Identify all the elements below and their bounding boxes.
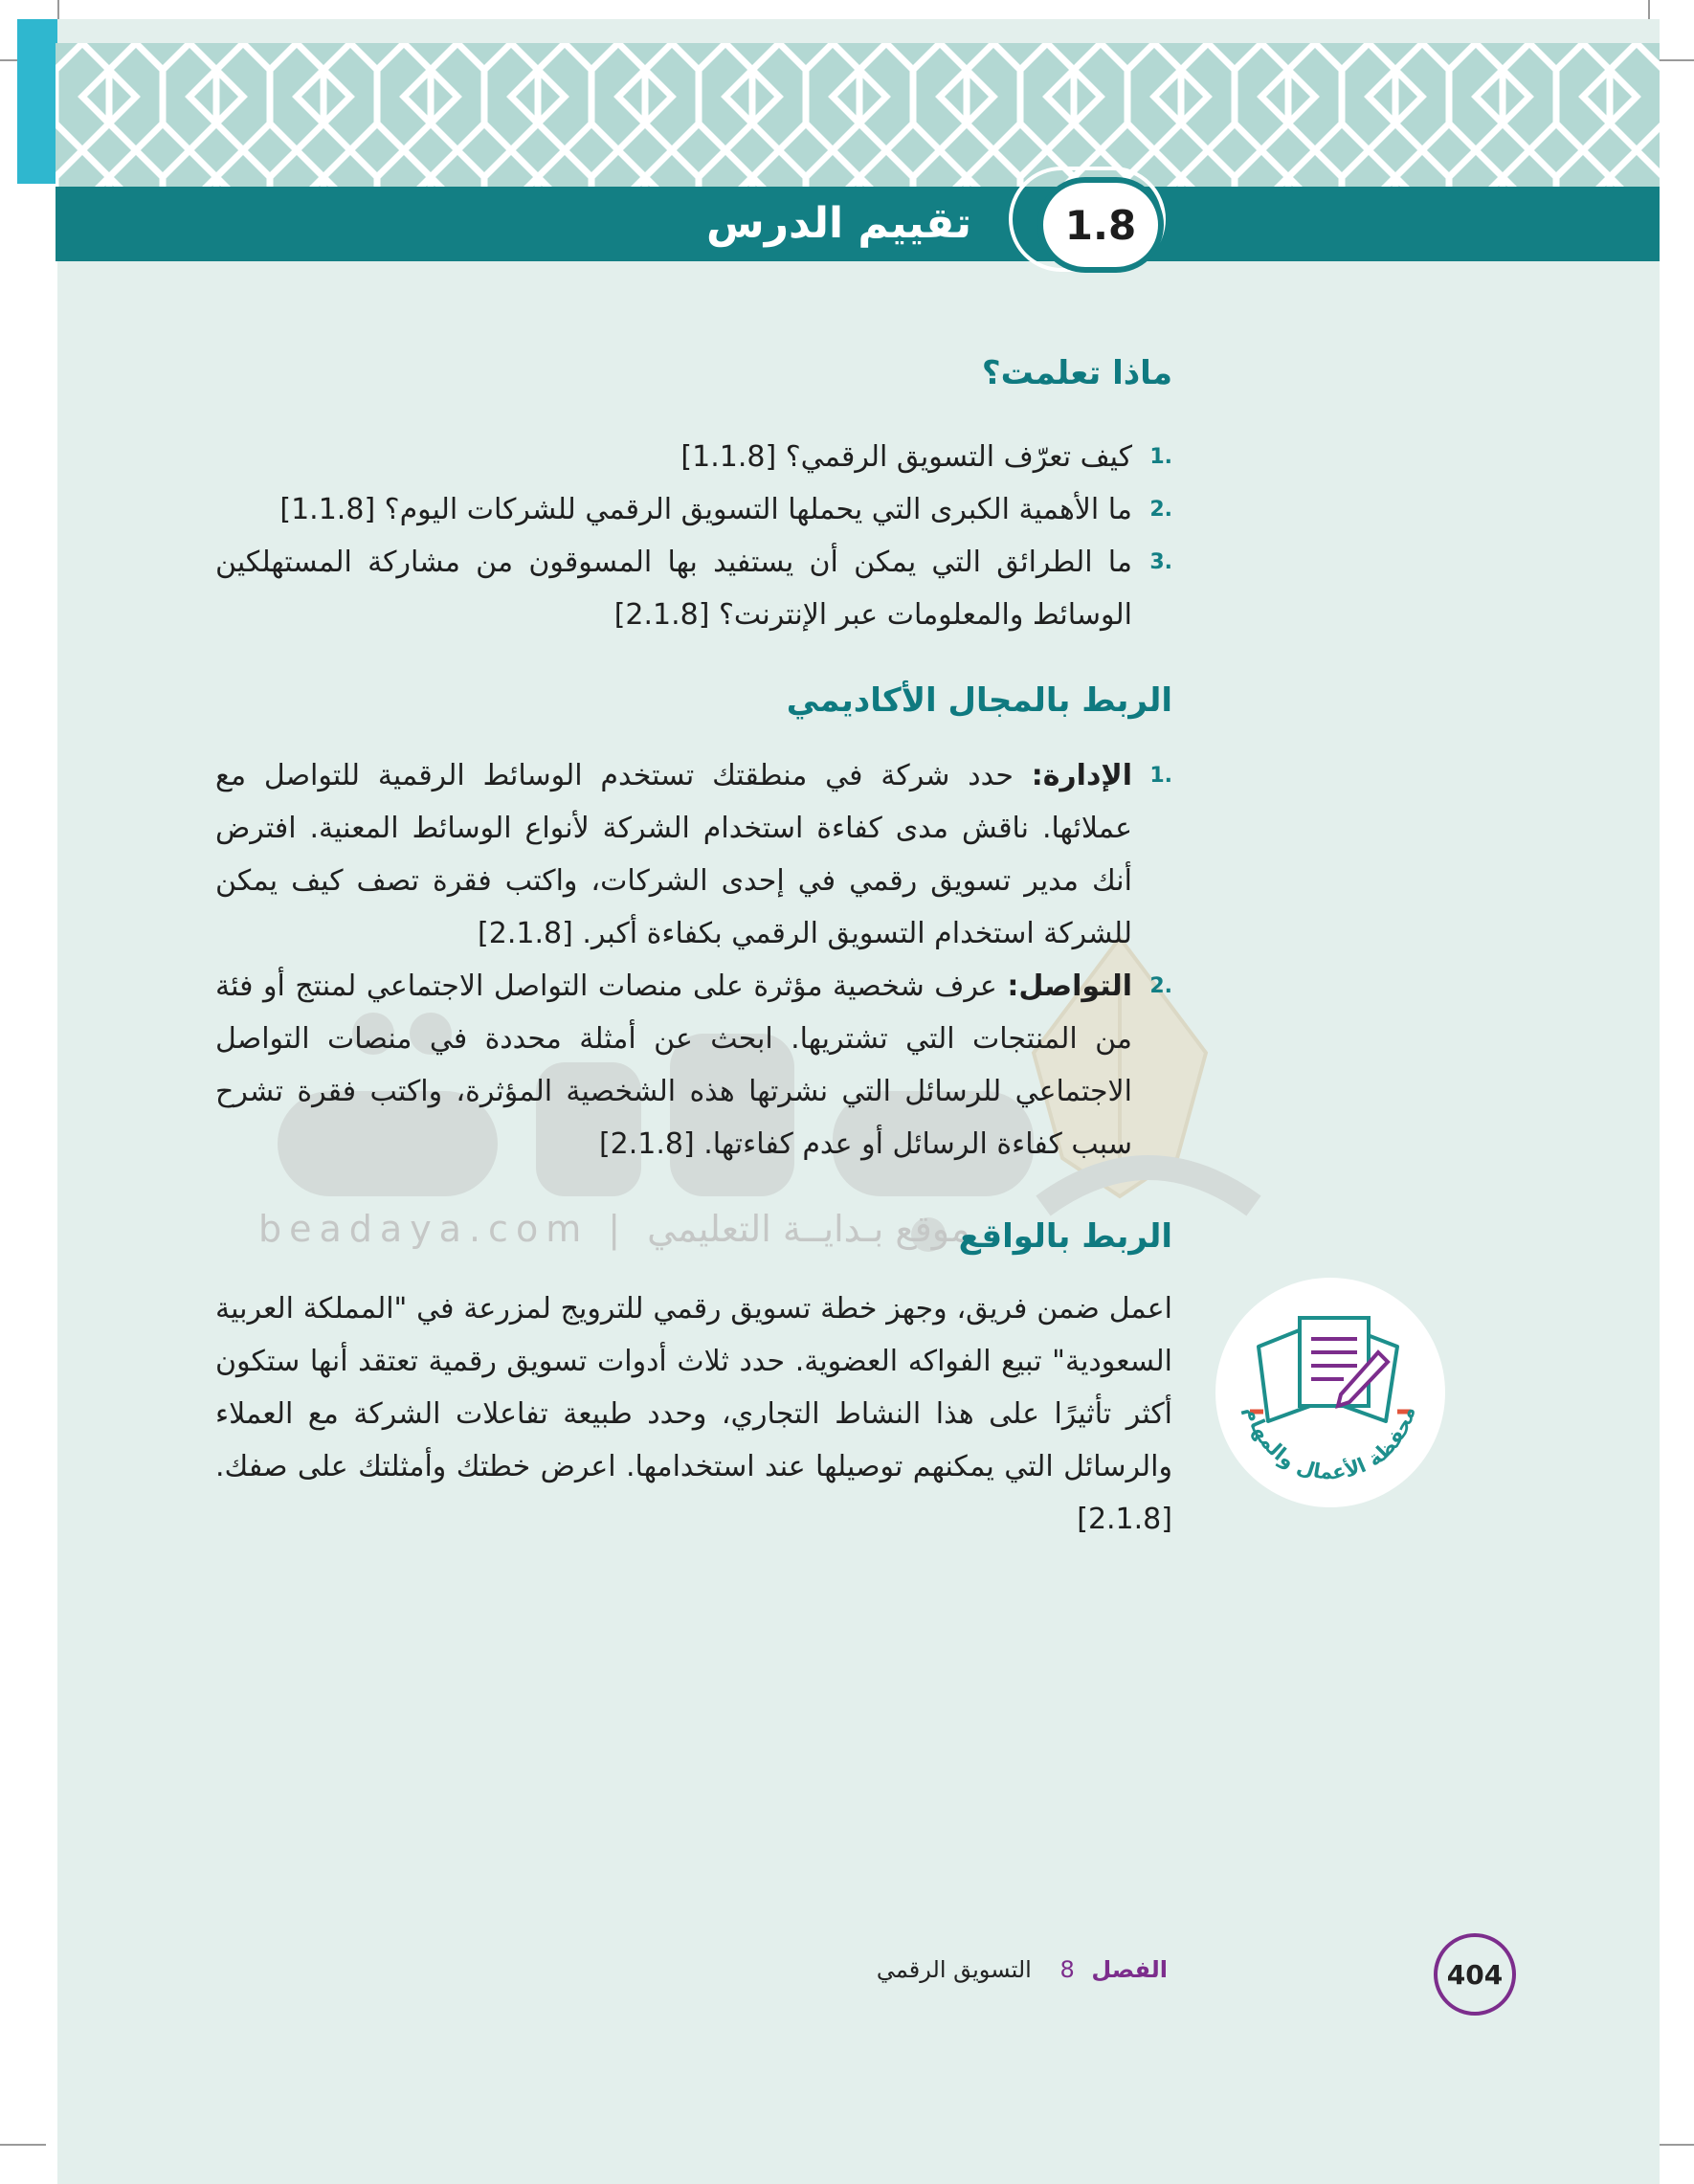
item-number: 1.	[1149, 445, 1172, 469]
list-item	[215, 960, 1172, 1170]
portfolio-label: محفظة الأعمال والمهام	[1240, 1403, 1420, 1484]
list-item	[215, 483, 1172, 536]
chapter-number: 8	[1059, 1956, 1075, 1983]
chapter-label: الفصل	[1091, 1956, 1168, 1983]
item-number: 2.	[1149, 498, 1172, 522]
item-number: 3.	[1149, 550, 1172, 574]
item-label: الإدارة:	[1031, 759, 1132, 792]
beadaya-watermark-text: beadaya.com | موقع بـدايــة التعليمي	[258, 1208, 970, 1250]
item-text: كيف تعرّف التسويق الرقمي؟ [1.1.8]	[680, 440, 1132, 474]
item-number: 1.	[1149, 764, 1172, 788]
academic-heading: الربط بالمجال الأكاديمي	[786, 681, 1172, 720]
what-learned-list	[215, 431, 1172, 641]
lesson-title: تقييم الدرس	[706, 199, 971, 248]
real-world-heading: الربط بالواقع	[958, 1217, 1172, 1256]
item-label: التواصل:	[1007, 969, 1132, 1003]
cyan-edge-bar	[17, 19, 57, 184]
item-text: ما الطرائق التي يمكن أن يستفيد بها المسوقون من مشاركة المستهلكين الوسائط والمعلومات عبر الإنترنت؟ [2.1.8]	[215, 546, 1132, 632]
portfolio-icon	[1215, 1278, 1445, 1507]
list-item	[215, 536, 1172, 641]
page-number: 404	[1434, 1933, 1516, 2016]
item-text: حدد شركة في منطقتك تستخدم الوسائط الرقمية للتواصل مع عملائها. ناقش مدى كفاءة استخدام الشركة لأنواع الوسائط المعنية. افترض أنك مدير تسويق رقمي في إحدى الشركات، واكتب فقرة تصف كيف يمكن للشركة استخدام التسويق الرقمي بكفاءة أكبر. [2.1.8]	[215, 759, 1132, 950]
item-text: عرف شخصية مؤثرة على منصات التواصل الاجتماعي لمنتج أو فئة من المنتجات التي تشتريها. ابحث عن أمثلة محددة في منصات التواصل الاجتماعي للرسائل التي نشرتها هذه الشخصية المؤثرة، واكتب فقرة تشرح سبب كفاءة الرسائل أو عدم كفاءتها. [2.1.8]	[215, 969, 1132, 1161]
trim-mark	[0, 2144, 46, 2146]
list-item	[215, 431, 1172, 483]
lesson-number-badge: 1.8	[1037, 177, 1164, 273]
chapter-title: التسويق الرقمي	[876, 1956, 1032, 1983]
chapter-footer	[877, 1956, 1168, 1983]
header-pattern	[56, 43, 1660, 187]
what-learned-heading: ماذا تعلمت؟	[981, 354, 1172, 392]
list-item	[215, 749, 1172, 960]
real-world-text: اعمل ضمن فريق، وجهز خطة تسويق رقمي للترويج لمزرعة في "المملكة العربية السعودية" تبيع الفواكه العضوية. حدد ثلاث أدوات تسويق رقمية تعتقد أنها ستكون أكثر تأثيرًا على هذا النشاط التجاري، وحدد طبيعة تفاعلات الشركة مع العملاء والرسائل التي يمكنهم توصيلها عند استخدامها. اعرض خطتك وأمثلتك على صفك. [2.1.8]	[215, 1292, 1172, 1536]
item-number: 2.	[1149, 974, 1172, 998]
academic-list	[215, 749, 1172, 1170]
portfolio-badge	[1215, 1278, 1445, 1507]
item-text: ما الأهمية الكبرى التي يحملها التسويق الرقمي للشركات اليوم؟ [1.1.8]	[279, 493, 1132, 526]
